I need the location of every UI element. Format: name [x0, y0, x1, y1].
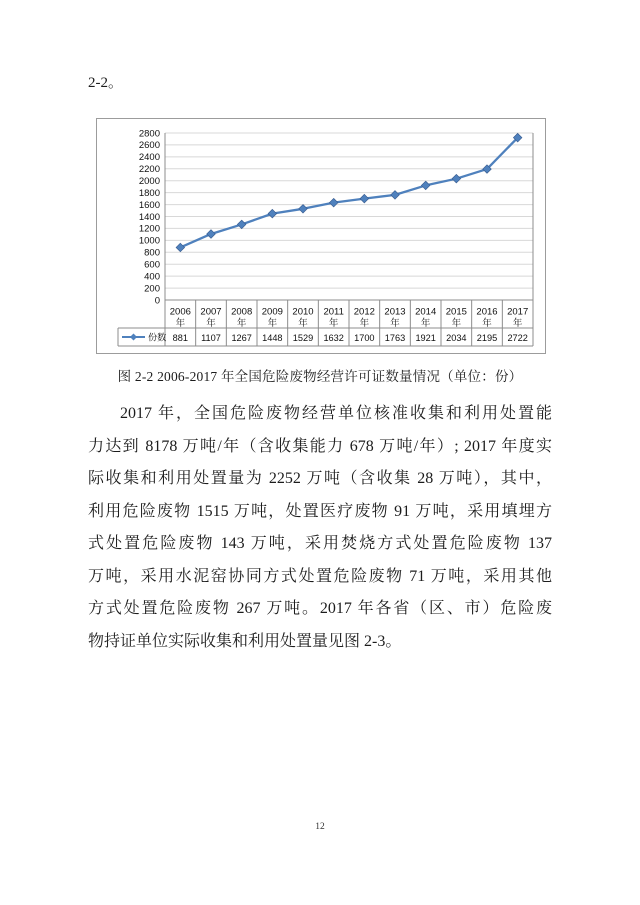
- body-paragraph: [88, 398, 552, 658]
- svg-text:年: 年: [512, 318, 523, 330]
- svg-text:200: 200: [144, 283, 160, 295]
- svg-text:2008: 2008: [231, 306, 253, 318]
- svg-text:2016: 2016: [476, 306, 498, 318]
- svg-text:800: 800: [144, 247, 160, 259]
- svg-text:400: 400: [144, 271, 160, 283]
- svg-text:2012: 2012: [353, 306, 375, 318]
- svg-text:2017: 2017: [507, 306, 529, 318]
- svg-text:1529: 1529: [292, 332, 314, 343]
- svg-text:份数: 份数: [148, 332, 167, 343]
- svg-text:1200: 1200: [138, 223, 160, 235]
- figure-2-2-chart: [96, 118, 546, 354]
- svg-text:年: 年: [420, 318, 431, 330]
- svg-text:年: 年: [236, 318, 247, 330]
- svg-text:年: 年: [482, 318, 492, 330]
- svg-text:1763: 1763: [384, 332, 406, 343]
- svg-text:年: 年: [298, 318, 308, 330]
- svg-text:1267: 1267: [231, 332, 252, 343]
- paragraph-line: 力达到 8178 万吨/年（含收集能力 678 万吨/年）; 2017 年度实: [88, 437, 552, 455]
- svg-text:2009: 2009: [261, 306, 283, 318]
- paragraph-line: 方式处置危险废物 267 万吨。2017 年各省（区、市）危险废: [88, 600, 552, 617]
- line-chart: [97, 119, 545, 353]
- svg-text:600: 600: [144, 259, 160, 271]
- svg-text:2722: 2722: [507, 332, 528, 343]
- paragraph-line: 式处置危险废物 143 万吨，采用焚烧方式处置危险废物 137: [88, 535, 552, 552]
- svg-text:2010: 2010: [292, 306, 314, 318]
- svg-text:0: 0: [154, 295, 160, 307]
- svg-text:年: 年: [390, 318, 400, 330]
- svg-text:2007: 2007: [200, 306, 222, 318]
- svg-text:1000: 1000: [138, 235, 160, 247]
- svg-text:2006: 2006: [169, 306, 191, 318]
- svg-text:1448: 1448: [262, 332, 283, 343]
- svg-text:2014: 2014: [415, 306, 437, 318]
- svg-text:年: 年: [451, 318, 462, 330]
- svg-text:1600: 1600: [138, 199, 160, 211]
- svg-text:2600: 2600: [138, 140, 160, 152]
- svg-text:2000: 2000: [138, 176, 160, 188]
- svg-text:年: 年: [328, 318, 339, 330]
- page-number: 12: [315, 822, 325, 832]
- svg-text:2015: 2015: [445, 306, 467, 318]
- paragraph-line: 物持证单位实际收集和利用处置量见图 2-3。: [88, 632, 402, 650]
- svg-text:1921: 1921: [415, 332, 436, 343]
- svg-text:2011: 2011: [323, 306, 344, 318]
- section-label: 2-2。: [88, 75, 123, 91]
- paragraph-line: 万吨，采用水泥窑协同方式处置危险废物 71 万吨，采用其他: [88, 567, 552, 585]
- svg-text:2195: 2195: [476, 332, 498, 343]
- svg-text:年: 年: [359, 318, 370, 330]
- svg-text:2013: 2013: [384, 306, 406, 318]
- svg-text:年: 年: [267, 318, 278, 330]
- svg-text:2400: 2400: [138, 152, 160, 164]
- paragraph-line: 利用危险废物 1515 万吨，处置医疗废物 91 万吨，采用填埋方: [88, 502, 552, 520]
- figure-caption: 图 2-2 2006-2017 年全国危险废物经营许可证数量情况（单位：份）: [117, 369, 523, 384]
- svg-text:1107: 1107: [201, 332, 221, 343]
- svg-text:2200: 2200: [138, 164, 160, 176]
- svg-text:年: 年: [175, 318, 186, 330]
- svg-text:1800: 1800: [138, 187, 160, 199]
- svg-text:2034: 2034: [446, 332, 467, 343]
- svg-text:2800: 2800: [138, 128, 160, 140]
- svg-text:1400: 1400: [138, 211, 160, 223]
- svg-text:881: 881: [172, 332, 189, 343]
- svg-text:年: 年: [206, 318, 216, 330]
- paragraph-line: 2017 年，全国危险废物经营单位核准收集和利用处置能: [120, 405, 552, 422]
- svg-text:1632: 1632: [323, 332, 344, 343]
- svg-text:1700: 1700: [354, 332, 375, 343]
- paragraph-line: 际收集和利用处置量为 2252 万吨（含收集 28 万吨），其中，: [88, 470, 552, 487]
